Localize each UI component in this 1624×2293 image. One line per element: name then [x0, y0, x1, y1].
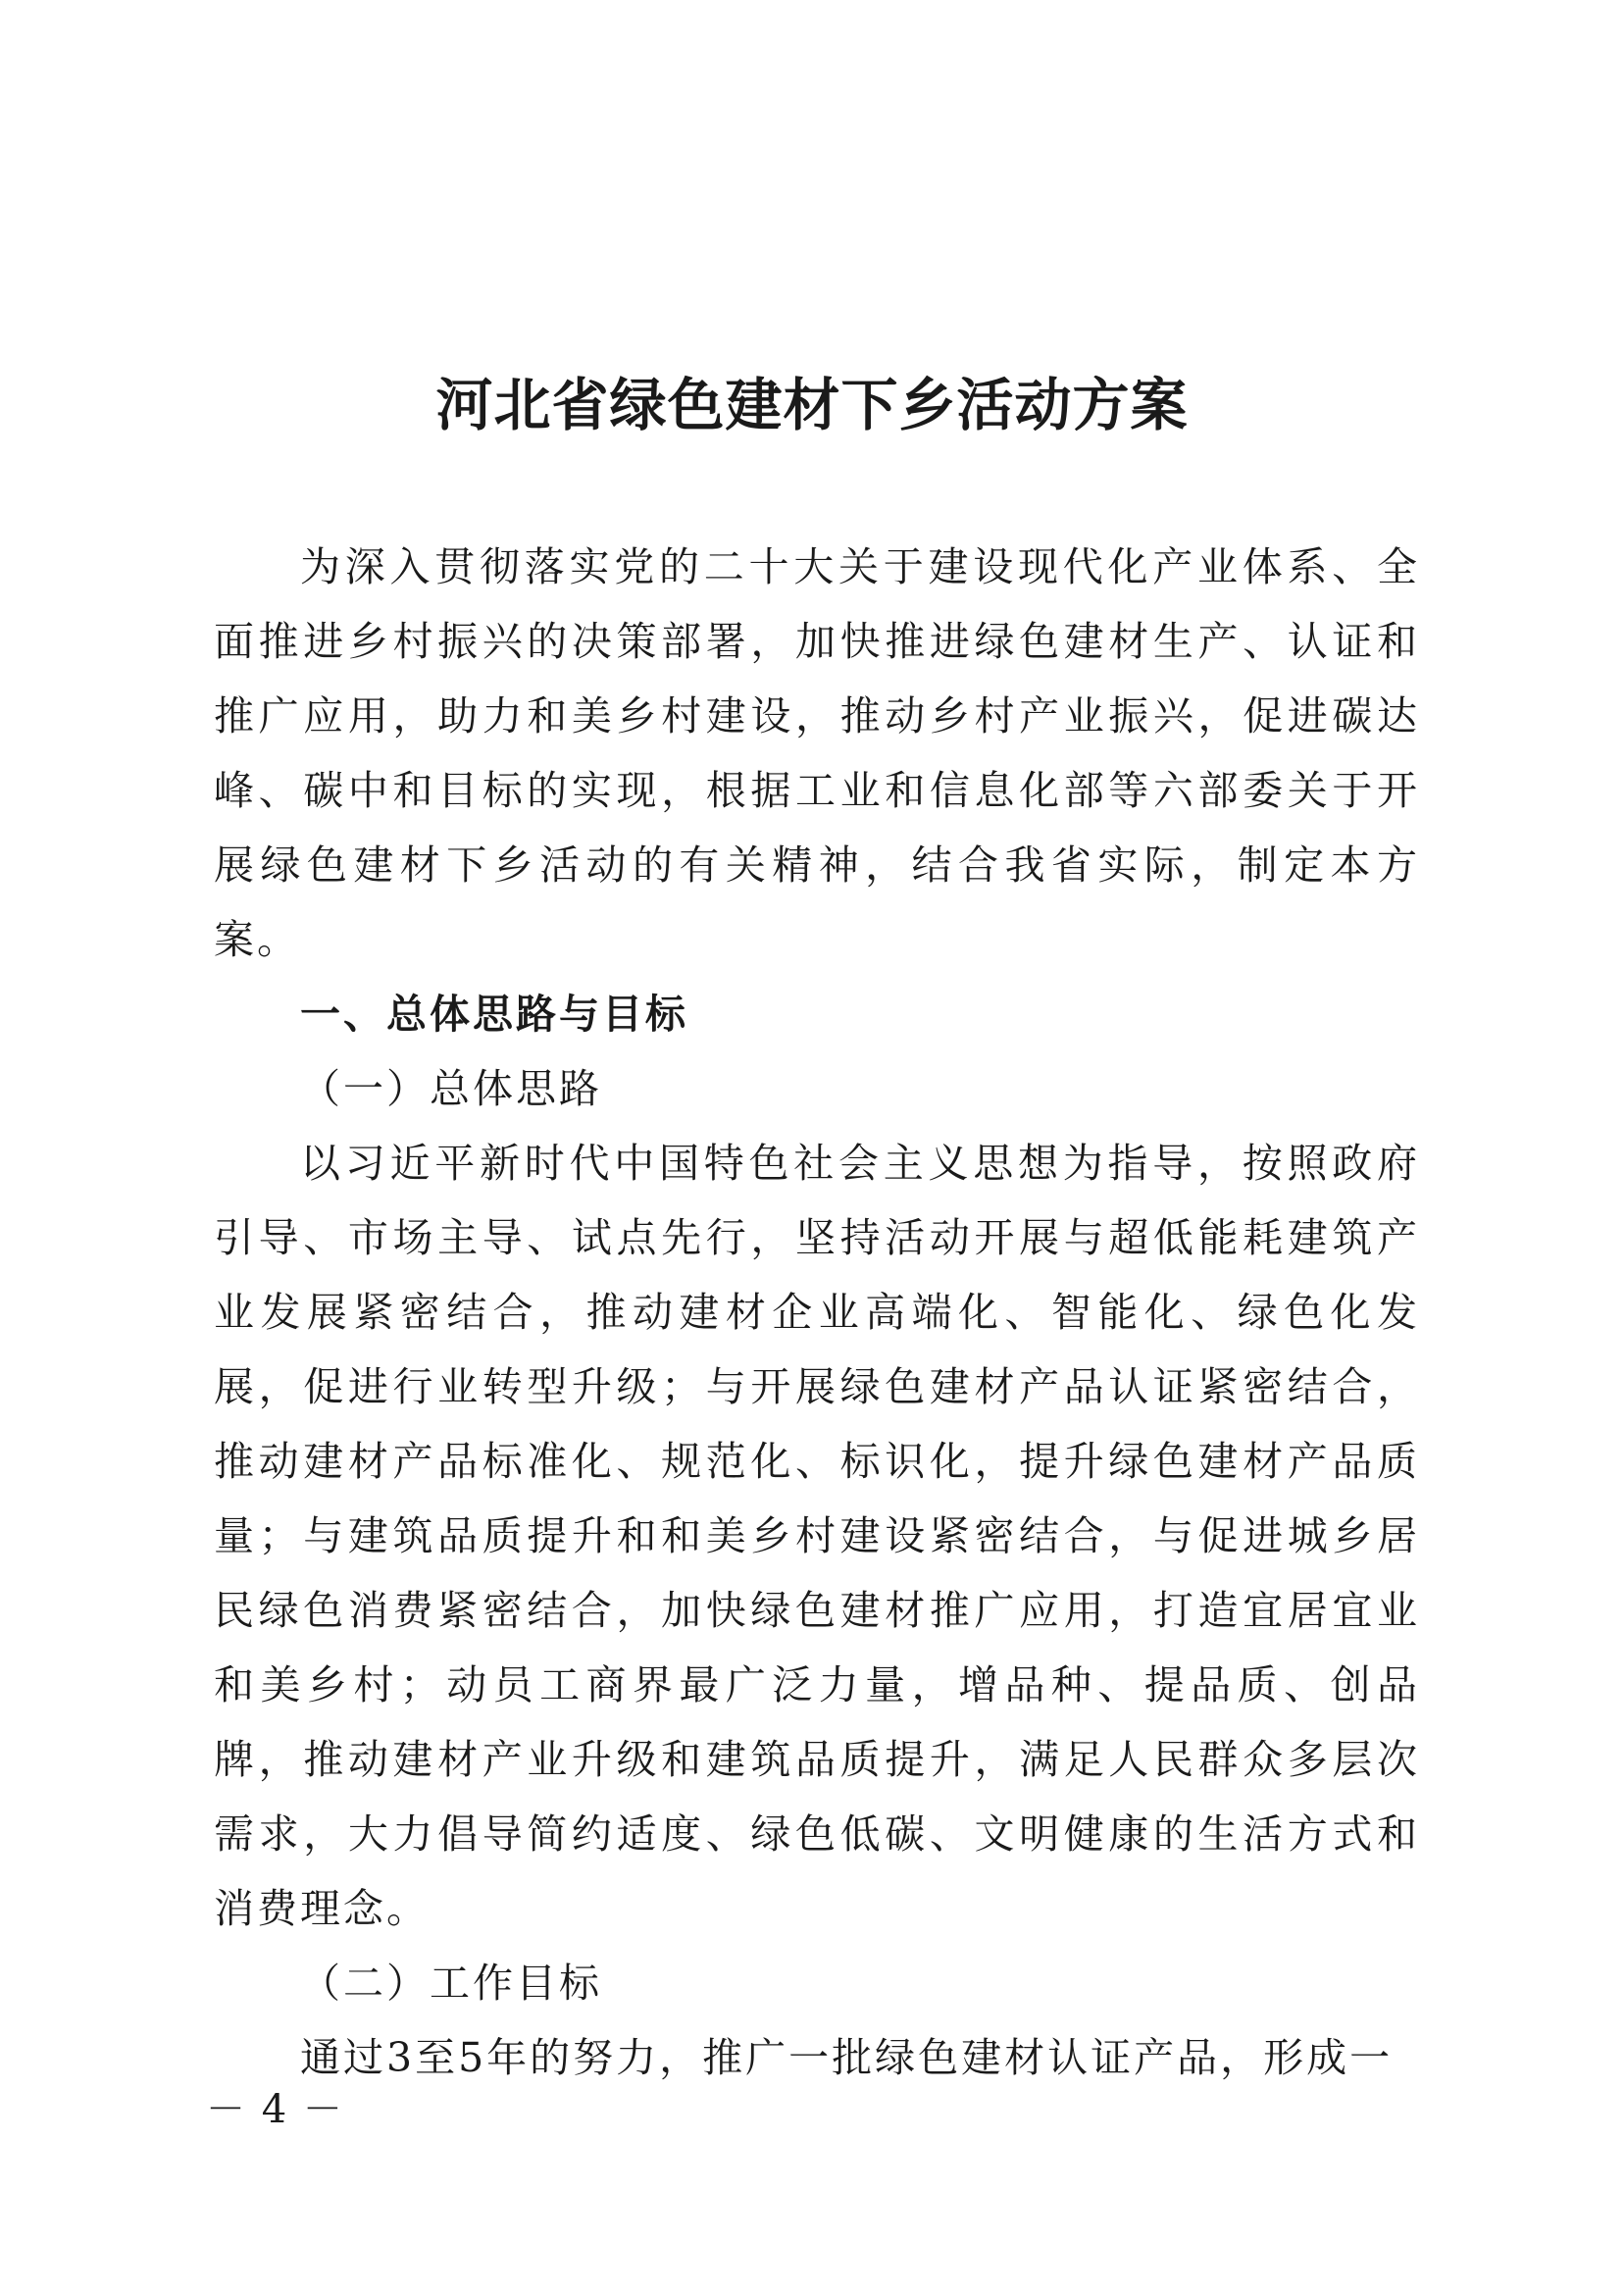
overall-approach-paragraph: 以习近平新时代中国特色社会主义思想为指导，按照政府引导、市场主导、试点先行，坚持活动开展与超低能耗建筑产业发展紧密结合，推动建材企业高端化、智能化、绿色化发展，促进行业转型升级；与开展绿色建材产品认证紧密结合，推动建材产品标准化、规范化、标识化，提升绿色建材产品质量；与建筑品质提升和和美乡村建设紧密结合，与促进城乡居民绿色消费紧密结合，加快绿色建材推广应用，打造宜居宜业和美乡村；动员工商界最广泛力量，增品种、提品质、创品牌，推动建材产业升级和建筑品质提升，满足人民群众多层次需求，大力倡导简约适度、绿色低碳、文明健康的生活方式和消费理念。: [214, 1140, 1420, 1932]
document-title: 河北省绿色建材下乡活动方案: [435, 372, 1189, 438]
intro-paragraph: 为深入贯彻落实党的二十大关于建设现代化产业体系、全面推进乡村振兴的决策部署，加快推进绿色建材生产、认证和推广应用，助力和美乡村建设，推动乡村产业振兴，促进碳达峰、碳中和目标的实现，根据工业和信息化部等六部委关于开展绿色建材下乡活动的有关精神，结合我省实际，制定本方案。: [214, 543, 1420, 963]
section-heading-overall: 一、总体思路与目标: [300, 991, 688, 1038]
work-goals-paragraph: 通过3至5年的努力，推广一批绿色建材认证产品，形成一: [300, 2034, 1394, 2081]
page-number: － 4 －: [206, 2087, 344, 2132]
subsection-heading-work-goals: （二）工作目标: [300, 1960, 602, 2007]
document-body: [214, 530, 1420, 2095]
subsection-heading-overall-approach: （一）总体思路: [300, 1065, 602, 1112]
